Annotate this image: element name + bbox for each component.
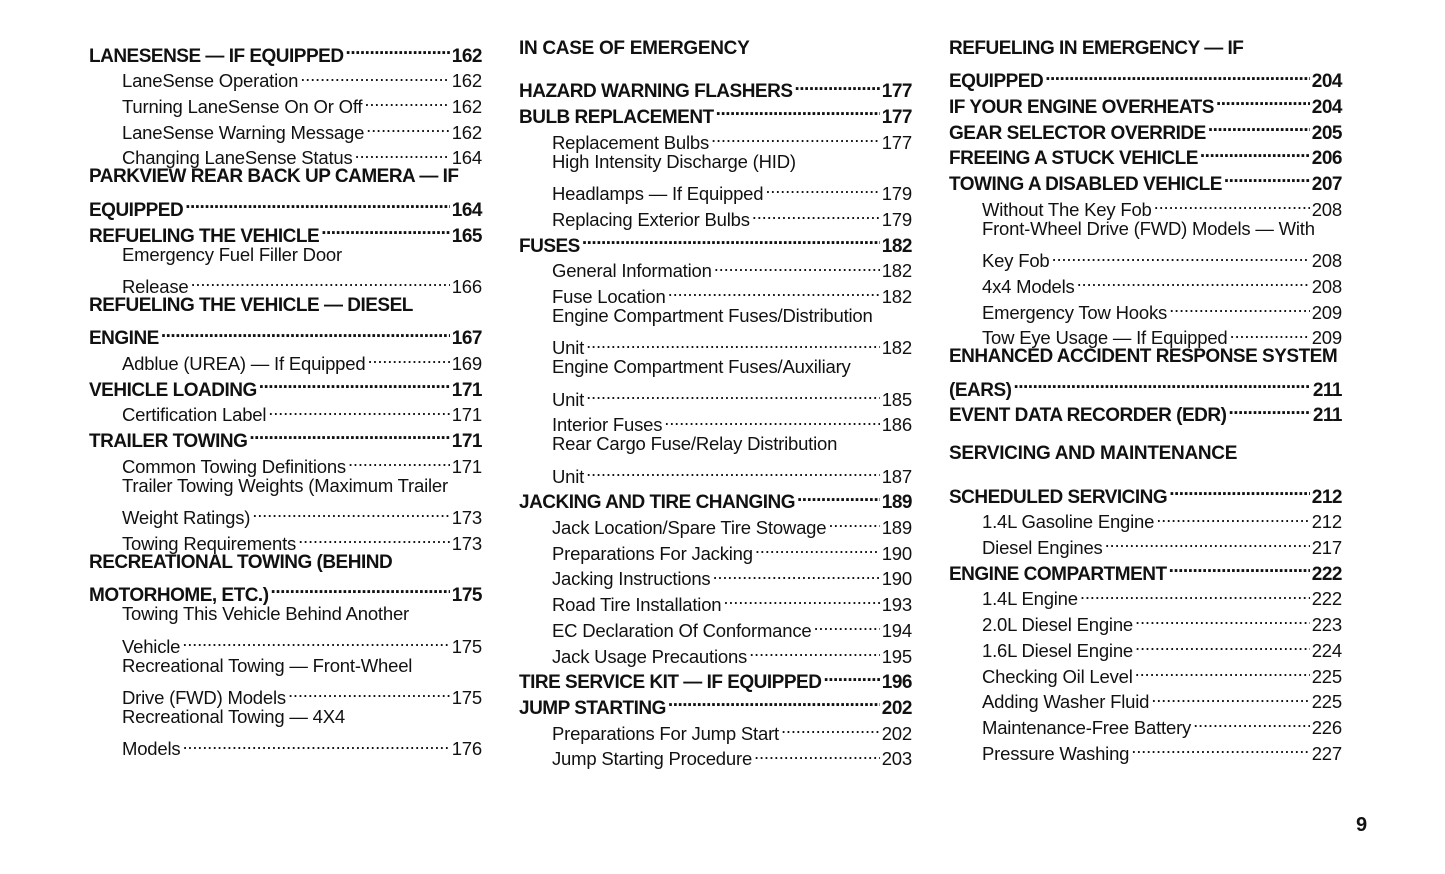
- toc-entry-page: 209: [1311, 327, 1342, 349]
- dot-leader: [714, 252, 880, 278]
- toc-entry-page: 171: [451, 379, 482, 401]
- toc-entry-label: Replacing Exterior Bulbs: [552, 208, 750, 230]
- toc-entry-label: Front-Wheel Drive (FWD) Models — With: [982, 217, 1315, 239]
- toc-entry-minor[interactable]: [89, 704, 482, 730]
- toc-entry-page: 171: [451, 431, 482, 452]
- dot-leader: [797, 483, 880, 509]
- toc-entry-label: Adblue (UREA) — If Equipped: [122, 352, 366, 374]
- toc-entry-major[interactable]: [949, 36, 1342, 62]
- toc-entry-page: 203: [881, 748, 912, 770]
- toc-entry-page: 226: [1311, 716, 1342, 738]
- dot-leader: [828, 508, 879, 534]
- toc-entry-label: (EARS): [949, 379, 1012, 401]
- dot-leader: [1169, 477, 1310, 503]
- toc-entry-minor[interactable]: [89, 601, 482, 627]
- toc-entry-label: Certification Label: [122, 404, 267, 426]
- dot-leader: [259, 370, 450, 396]
- dot-leader: [765, 174, 879, 200]
- toc-entry-major[interactable]: [949, 62, 1342, 93]
- dot-leader: [190, 267, 449, 293]
- toc-entry-page: 173: [451, 507, 482, 529]
- dot-leader: [664, 406, 879, 432]
- toc-entry-label: 1.4L Engine: [982, 588, 1078, 610]
- section-heading: SERVICING AND MAINTENANCE: [949, 443, 1238, 465]
- dot-leader: [1230, 319, 1310, 345]
- toc-entry-page: 179: [881, 183, 912, 205]
- toc-entry-page: 175: [451, 686, 482, 708]
- toc-entry-label: Vehicle: [122, 635, 181, 657]
- dot-leader: [752, 200, 880, 226]
- toc-entry-minor[interactable]: [89, 653, 482, 679]
- toc-column-2: [519, 36, 912, 770]
- dot-leader: [723, 585, 879, 611]
- dot-leader: [749, 637, 880, 663]
- toc-entry-page: 175: [451, 585, 482, 607]
- toc-entry-major[interactable]: [89, 190, 482, 221]
- dot-leader: [182, 730, 449, 756]
- toc-entry-page: 169: [451, 352, 482, 374]
- dot-leader: [161, 319, 450, 345]
- toc-entry-minor[interactable]: [89, 678, 482, 708]
- toc-entry-label: Jack Location/Spare Tire Stowage: [552, 517, 827, 539]
- toc-entry-label: Adding Washer Fluid: [982, 691, 1150, 713]
- dot-leader: [1045, 62, 1310, 88]
- toc-entry-label: REFUELING THE VEHICLE — DIESEL: [89, 294, 413, 316]
- toc-entry-label: High Intensity Discharge (HID): [552, 150, 796, 172]
- toc-entry-label: General Information: [552, 260, 712, 282]
- toc-entry-major[interactable]: [949, 370, 1342, 401]
- toc-entry-page: 193: [881, 594, 912, 616]
- toc-entry-label: Drive (FWD) Models: [122, 686, 286, 708]
- toc-entry-page: 190: [881, 542, 912, 564]
- toc-entry-page: 224: [1311, 639, 1342, 661]
- toc-entry-page: 212: [1311, 486, 1342, 508]
- dot-leader: [1013, 370, 1310, 396]
- toc-entry-label: FUSES: [519, 235, 580, 257]
- toc-entry-page: 164: [451, 199, 482, 221]
- spacer: [949, 431, 1342, 441]
- toc-entry-label: JUMP STARTING: [519, 697, 666, 719]
- toc-entry-label: Interior Fuses: [552, 414, 663, 436]
- dot-leader: [668, 688, 880, 714]
- toc-entry-page: 186: [881, 414, 912, 436]
- toc-entry-minor[interactable]: [89, 473, 482, 499]
- toc-entry-label: Tow Eye Usage — If Equipped: [982, 327, 1228, 349]
- dot-leader: [1208, 113, 1310, 139]
- dot-leader: [252, 498, 449, 524]
- toc-entry-page: 195: [881, 645, 912, 667]
- toc-entry-label: REFUELING THE VEHICLE: [89, 225, 320, 247]
- toc-entry-label: Preparations For Jump Start: [552, 722, 779, 744]
- toc-entry-minor[interactable]: [519, 380, 912, 410]
- toc-entry-label: ENHANCED ACCIDENT RESPONSE SYSTEM: [949, 346, 1338, 368]
- dot-leader: [355, 139, 450, 165]
- toc-entry-page: 204: [1311, 71, 1342, 93]
- toc-entry-page: 196: [881, 672, 912, 694]
- toc-entry-page: 211: [1312, 379, 1342, 401]
- toc-entry-label: Replacement Bulbs: [552, 131, 710, 153]
- toc-column-3: [949, 36, 1342, 764]
- toc-entry-page: 182: [881, 337, 912, 359]
- dot-leader: [1169, 293, 1310, 319]
- toc-entry-page: 202: [881, 722, 912, 744]
- toc-entry-label: LaneSense Warning Message: [122, 121, 365, 143]
- page-number: 9: [1356, 814, 1368, 836]
- dot-leader: [1200, 139, 1310, 165]
- dot-leader: [781, 714, 880, 740]
- toc-entry-minor[interactable]: [519, 174, 912, 205]
- spacer: [519, 62, 912, 72]
- dot-leader: [668, 277, 880, 303]
- toc-entry-minor[interactable]: [89, 730, 482, 760]
- dot-leader: [298, 524, 450, 550]
- toc-entry-page: 182: [881, 235, 912, 257]
- toc-entry-major[interactable]: [949, 477, 1342, 508]
- toc-entry-minor[interactable]: [519, 149, 912, 175]
- toc-entry-page: 217: [1311, 537, 1342, 559]
- toc-entry-label: Engine Compartment Fuses/Auxiliary: [552, 356, 851, 378]
- toc-entry-page: 177: [881, 107, 912, 129]
- toc-entry-page: 222: [1311, 588, 1342, 610]
- toc-entry-page: 194: [881, 619, 912, 641]
- toc-entry-page: 179: [881, 208, 912, 230]
- section-heading: IN CASE OF EMERGENCY: [519, 38, 750, 59]
- toc-entry-label: Recreational Towing — 4X4: [122, 705, 345, 727]
- dot-leader: [271, 575, 450, 601]
- toc-entry-major[interactable]: [519, 72, 912, 103]
- toc-entry-page: 175: [451, 635, 482, 657]
- toc-entry-label: Jacking Instructions: [552, 568, 711, 590]
- dot-leader: [249, 421, 449, 447]
- toc-entry-minor[interactable]: [949, 216, 1342, 242]
- toc-entry-minor[interactable]: [519, 303, 912, 329]
- toc-entry-page: 204: [1311, 97, 1342, 119]
- dot-leader: [1224, 164, 1310, 190]
- toc-entry-label: Emergency Fuel Filler Door: [122, 243, 342, 265]
- toc-entry-page: 165: [451, 225, 482, 247]
- toc-entry-label: BULB REPLACEMENT: [519, 107, 714, 129]
- toc-entry-label: Towing Requirements: [122, 532, 297, 554]
- toc-entry-label: Key Fob: [982, 250, 1050, 272]
- toc-entry-label: Release: [122, 275, 189, 297]
- toc-entry-page: 189: [881, 492, 912, 514]
- dot-leader: [348, 447, 450, 473]
- dot-leader: [755, 534, 880, 560]
- dot-leader: [586, 457, 880, 483]
- toc-entry-label: TRAILER TOWING: [89, 431, 248, 452]
- dot-leader: [795, 72, 880, 98]
- toc-entry-minor[interactable]: [519, 431, 912, 457]
- toc-entry-page: 187: [881, 465, 912, 487]
- toc-entry-page: 162: [451, 121, 482, 143]
- toc-entry-page: 205: [1311, 122, 1342, 144]
- toc-entry-label: Road Tire Installation: [552, 594, 722, 616]
- toc-column-1: [89, 36, 482, 760]
- toc-entry-label: Models: [122, 738, 181, 760]
- toc-entry-page: 222: [1311, 563, 1342, 585]
- toc-entry-major[interactable]: [89, 550, 482, 576]
- toc-entry-page: 208: [1311, 250, 1342, 272]
- toc-entry-page: 209: [1311, 301, 1342, 323]
- dot-leader: [716, 97, 880, 123]
- dot-leader: [1135, 631, 1310, 657]
- toc-entry-label: PARKVIEW REAR BACK UP CAMERA — IF: [89, 166, 459, 188]
- dot-leader: [711, 123, 880, 149]
- toc-entry-major[interactable]: [89, 36, 482, 67]
- dot-leader: [582, 226, 880, 252]
- toc-entry-label: EQUIPPED: [89, 199, 184, 221]
- dot-leader: [364, 87, 449, 113]
- dot-leader: [1077, 267, 1310, 293]
- dot-leader: [366, 113, 450, 139]
- dot-leader: [1156, 503, 1309, 529]
- dot-leader: [1135, 605, 1310, 631]
- toc-entry-label: Checking Oil Level: [982, 665, 1133, 687]
- toc-entry-page: 166: [451, 275, 482, 297]
- toc-entry-label: Fuse Location: [552, 285, 666, 307]
- toc-entry-minor[interactable]: [89, 242, 482, 268]
- dot-leader: [321, 216, 450, 242]
- dot-leader: [1151, 683, 1309, 709]
- toc-entry-minor[interactable]: [949, 242, 1342, 272]
- toc-entry-page: 185: [881, 388, 912, 410]
- dot-leader: [346, 36, 450, 62]
- toc-entry-page: 208: [1311, 275, 1342, 297]
- toc-entry-label: Weight Ratings): [122, 507, 251, 529]
- toc-entry-major[interactable]: [89, 164, 482, 190]
- toc-entry-label: 1.4L Gasoline Engine: [982, 511, 1155, 533]
- dot-leader: [288, 678, 450, 704]
- toc-entry-page: 176: [451, 738, 482, 760]
- toc-entry-page: 190: [881, 568, 912, 590]
- toc-entry-label: TIRE SERVICE KIT — IF EQUIPPED: [519, 672, 822, 694]
- toc-entry-page: 182: [881, 260, 912, 282]
- dot-leader: [1135, 657, 1310, 683]
- toc-entry-label: Emergency Tow Hooks: [982, 301, 1168, 323]
- toc-entry-label: Engine Compartment Fuses/Distribution: [552, 304, 873, 326]
- toc-entry-page: 212: [1311, 511, 1342, 533]
- dot-leader: [1080, 580, 1310, 606]
- toc-entry-label: HAZARD WARNING FLASHERS: [519, 81, 793, 103]
- dot-leader: [182, 627, 449, 653]
- dot-leader: [1193, 708, 1310, 734]
- toc-entry-page: 177: [881, 81, 912, 103]
- dot-leader: [1216, 87, 1310, 113]
- toc-entry-label: 1.6L Diesel Engine: [982, 639, 1134, 661]
- toc-entry-label: Pressure Washing: [982, 742, 1130, 764]
- toc-entry-page: 206: [1311, 148, 1342, 170]
- toc-entry-page: 202: [881, 697, 912, 719]
- toc-entry-label: Diesel Engines: [982, 537, 1103, 559]
- toc-entry-minor[interactable]: [519, 457, 912, 487]
- toc-entry-label: Headlamps — If Equipped: [552, 183, 764, 205]
- toc-entry-label: LaneSense Operation: [122, 70, 299, 92]
- dot-leader: [586, 380, 880, 406]
- toc-entry-page: 162: [451, 96, 482, 118]
- dot-leader: [185, 190, 450, 216]
- toc-entry-label: SCHEDULED SERVICING: [949, 486, 1168, 508]
- toc-entry-major[interactable]: [89, 575, 482, 607]
- toc-entry-major[interactable]: [89, 319, 482, 350]
- toc-entry-label: Unit: [552, 465, 585, 487]
- toc-entry-label: Unit: [552, 388, 585, 410]
- toc-entry-minor[interactable]: [519, 354, 912, 380]
- toc-entry-major[interactable]: [89, 293, 482, 319]
- toc-entry-label: 2.0L Diesel Engine: [982, 614, 1134, 636]
- toc-entry-page: 207: [1311, 174, 1342, 196]
- toc-entry-major[interactable]: [949, 344, 1342, 370]
- toc-entry-page: 225: [1311, 691, 1342, 713]
- toc-entry-page: 173: [451, 532, 482, 554]
- toc-entry-page: 177: [881, 131, 912, 153]
- toc-entry-minor[interactable]: [519, 329, 912, 359]
- toc-entry-label: MOTORHOME, ETC.): [89, 585, 269, 607]
- dot-leader: [1154, 190, 1310, 216]
- toc-entry-label: Jump Starting Procedure: [552, 748, 753, 770]
- toc-entry-label: Trailer Towing Weights (Maximum Trailer: [122, 474, 448, 496]
- dot-leader: [1228, 396, 1310, 422]
- toc-entry-page: 225: [1311, 665, 1342, 687]
- toc-entry-page: 164: [451, 147, 482, 169]
- toc-entry-label: Preparations For Jacking: [552, 542, 753, 564]
- toc-entry-label: TOWING A DISABLED VEHICLE: [949, 174, 1222, 196]
- dot-leader: [300, 62, 450, 88]
- toc-entry-label: EC Declaration Of Conformance: [552, 619, 812, 641]
- toc-entry-label: REFUELING IN EMERGENCY — IF: [949, 38, 1244, 59]
- toc-entry-page: 171: [451, 404, 482, 426]
- toc-entry-minor[interactable]: [89, 267, 482, 297]
- toc-entry-label: LANESENSE — IF EQUIPPED: [89, 45, 344, 67]
- toc-entry-page: 182: [881, 285, 912, 307]
- toc-entry-label: Maintenance-Free Battery: [982, 716, 1192, 738]
- spacer: [949, 467, 1342, 477]
- toc-entry-label: VEHICLE LOADING: [89, 379, 257, 401]
- dot-leader: [367, 344, 449, 370]
- dot-leader: [1169, 554, 1310, 580]
- toc-entry-minor[interactable]: [89, 627, 482, 657]
- toc-entry-label: Changing LaneSense Status: [122, 147, 353, 169]
- dot-leader: [813, 611, 879, 637]
- toc-entry-label: Recreational Towing — Front-Wheel: [122, 654, 413, 676]
- dot-leader: [268, 396, 449, 422]
- toc-entry-page: 162: [451, 70, 482, 92]
- toc-entry-label: Unit: [552, 337, 585, 359]
- toc-entry-label: Common Towing Definitions: [122, 455, 346, 477]
- dot-leader: [823, 663, 879, 689]
- toc-entry-page: 208: [1311, 198, 1342, 220]
- toc-entry-label: RECREATIONAL TOWING (BEHIND: [89, 551, 393, 573]
- toc-entry-label: JACKING AND TIRE CHANGING: [519, 492, 796, 514]
- dot-leader: [1105, 528, 1310, 554]
- toc-entry-page: 171: [451, 455, 482, 477]
- dot-leader: [1052, 242, 1310, 268]
- toc-entry-label: IF YOUR ENGINE OVERHEATS: [949, 97, 1214, 119]
- toc-entry-minor[interactable]: [89, 498, 482, 529]
- toc-entry-page: 167: [451, 328, 482, 350]
- toc-entry-label: Jack Usage Precautions: [552, 645, 748, 667]
- toc-entry-label: FREEING A STUCK VEHICLE: [949, 148, 1198, 170]
- toc-entry-label: Rear Cargo Fuse/Relay Distribution: [552, 433, 838, 455]
- toc-entry-page: 227: [1311, 742, 1342, 764]
- toc-entry-label: ENGINE: [89, 328, 159, 350]
- toc-entry-label: ENGINE COMPARTMENT: [949, 563, 1167, 585]
- dot-leader: [586, 329, 880, 355]
- toc-entry-label: Without The Key Fob: [982, 198, 1152, 220]
- toc-entry-label: GEAR SELECTOR OVERRIDE: [949, 122, 1206, 144]
- dot-leader: [1131, 734, 1309, 760]
- toc-entry-page: 189: [881, 517, 912, 539]
- toc-entry-label: 4x4 Models: [982, 275, 1075, 297]
- toc-entry-label: EVENT DATA RECORDER (EDR): [949, 405, 1227, 427]
- toc-entry-label: Towing This Vehicle Behind Another: [122, 603, 409, 625]
- toc-entry-label: EQUIPPED: [949, 71, 1044, 93]
- toc-entry-page: 223: [1311, 614, 1342, 636]
- toc-entry-label: Turning LaneSense On Or Off: [122, 96, 363, 118]
- dot-leader: [754, 740, 880, 766]
- dot-leader: [712, 560, 879, 586]
- toc-entry-page: 162: [451, 45, 482, 67]
- toc-entry-page: 211: [1312, 405, 1342, 427]
